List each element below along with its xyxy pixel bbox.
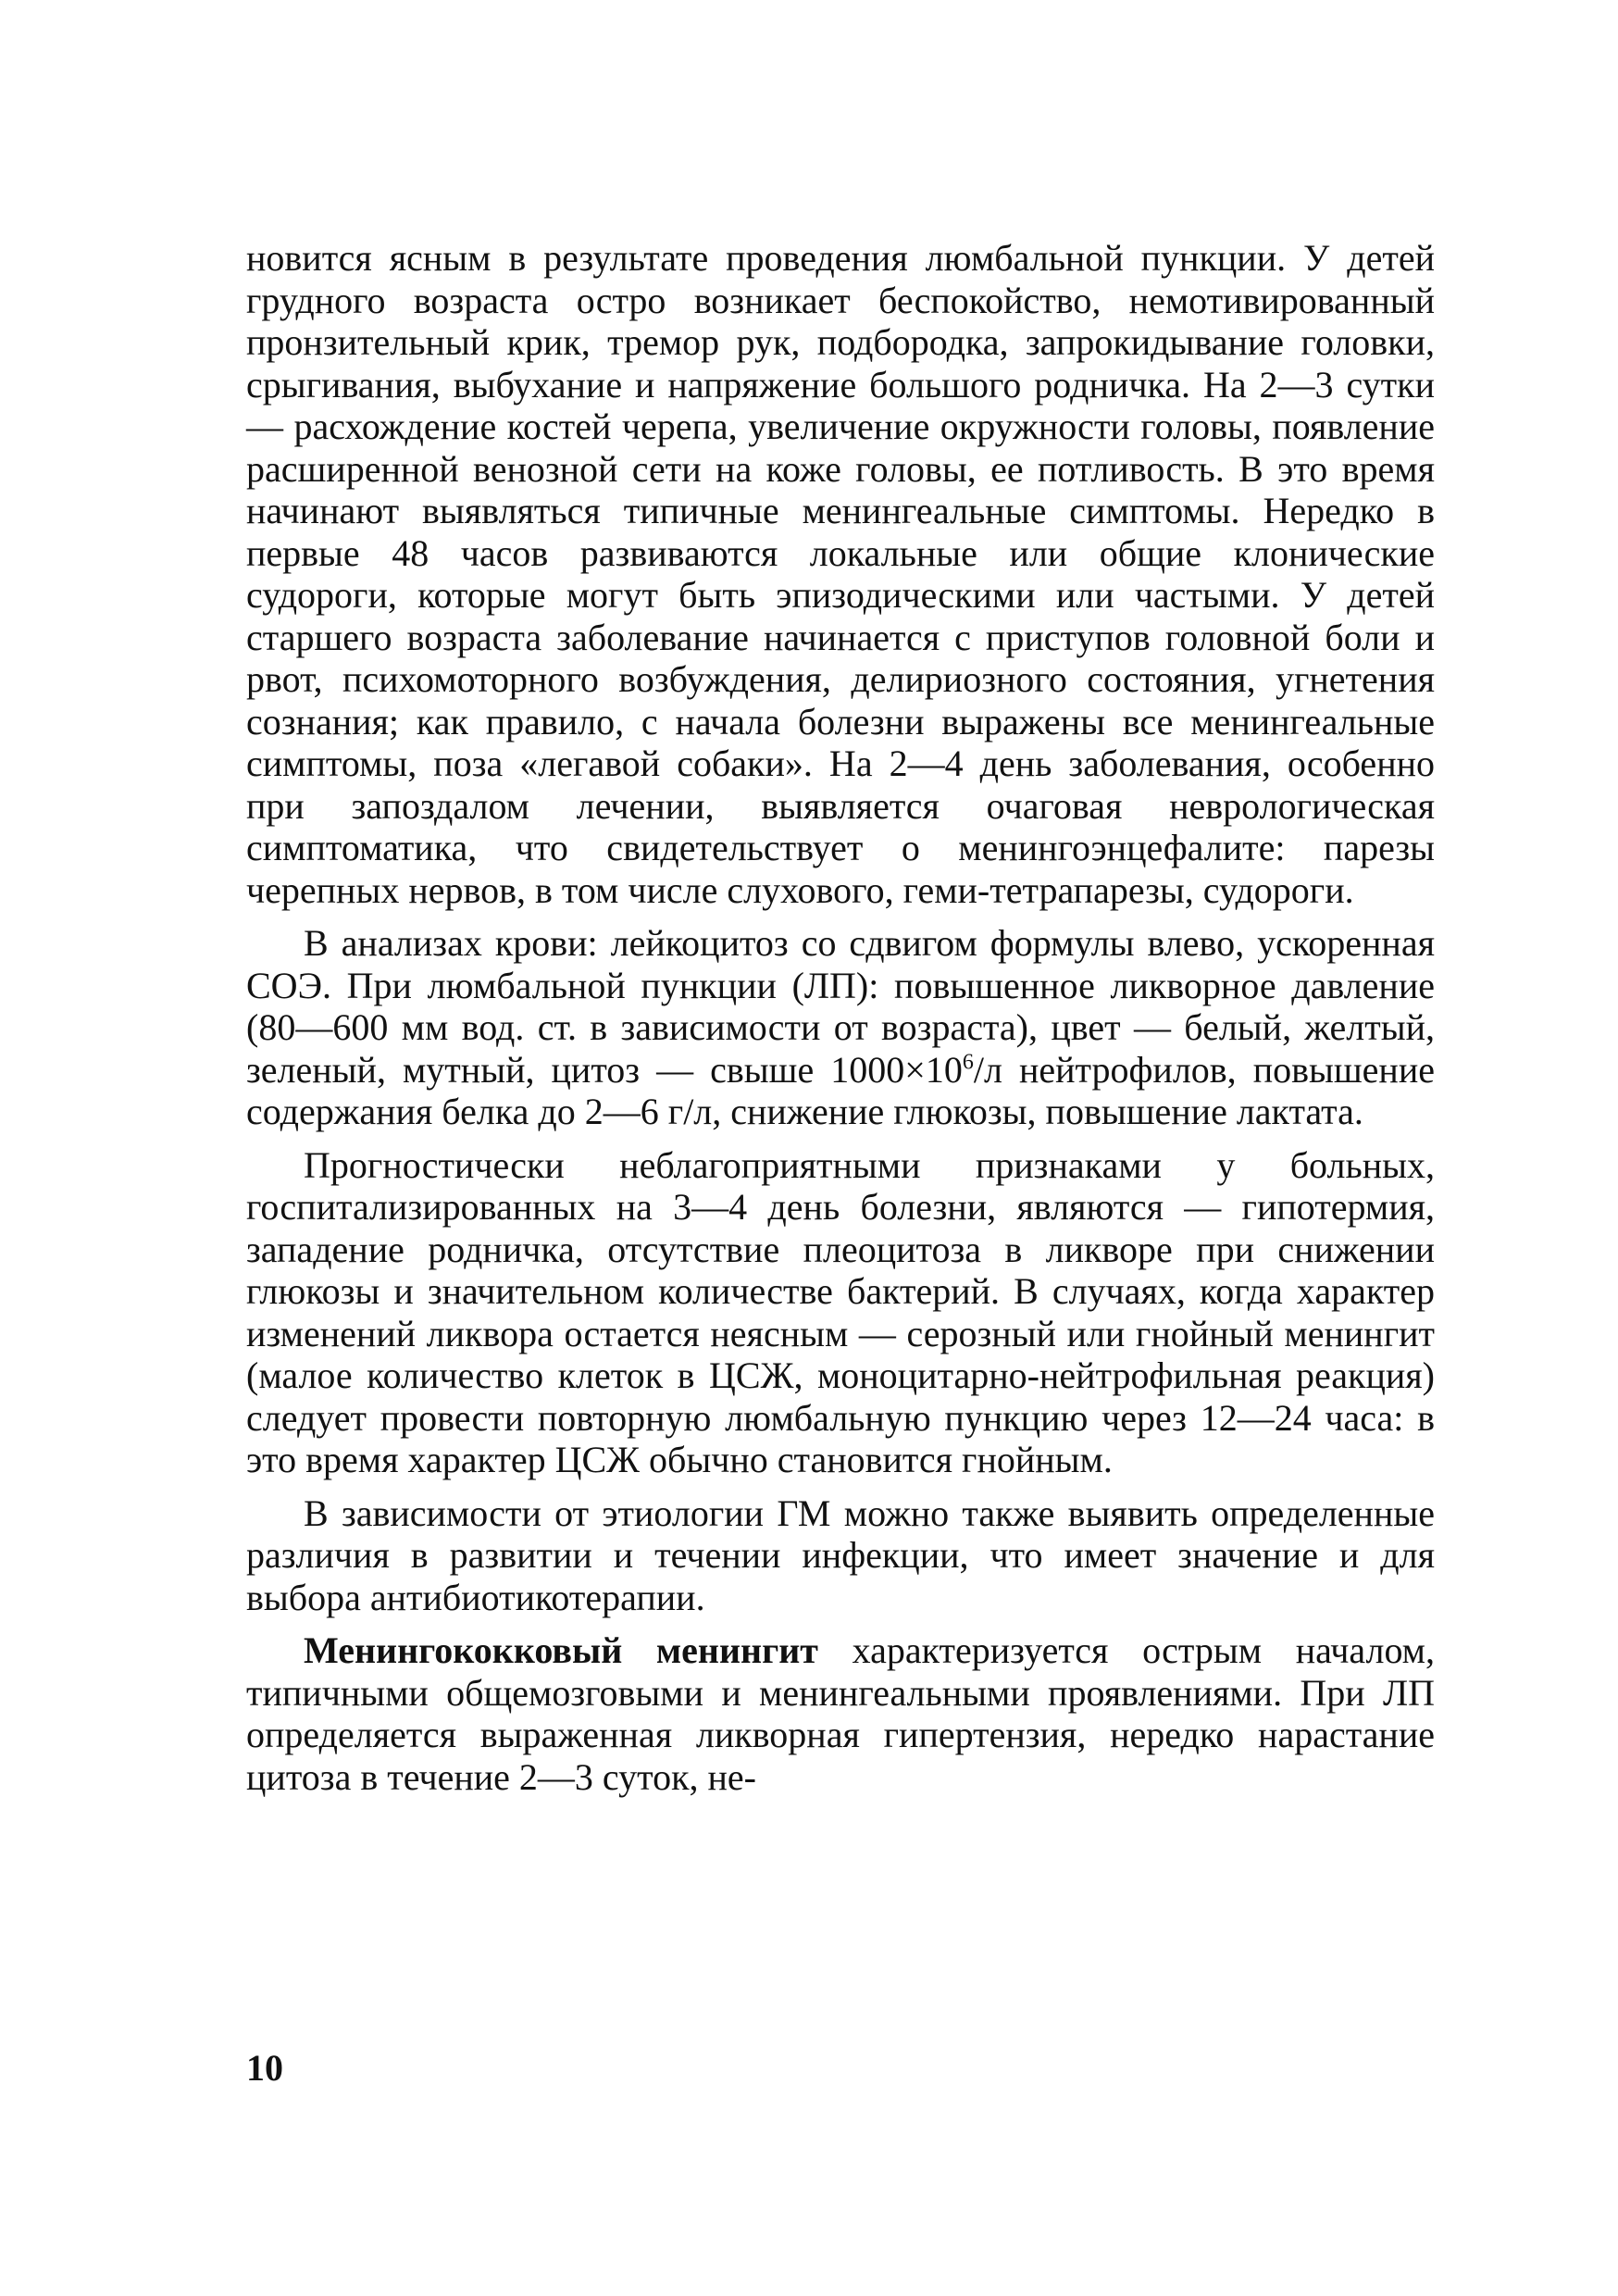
paragraph-blood-analysis <box>246 922 1435 1133</box>
paragraph-text: В зависимости от этиологии ГМ можно также выявить определенные различия в развитии и течении инфекции, что имеет значение и для выбора антибиотикотерапии. <box>246 1491 1435 1618</box>
paragraph-prognosis <box>246 1144 1435 1481</box>
paragraph-text: В анализах крови: лейкоцитоз со сдвигом формулы влево, ускоренная СОЭ. При люмбальной пункции (ЛП): повышенное ликворное давление (80—600 мм вод. ст. в зависимости от возраста), цвет — белый, желтый, зеленый, мутный, цитоз — свыше 1000×10 <box>246 922 1435 1091</box>
superscript-exponent: 6 <box>962 1050 974 1075</box>
paragraph-text: /л нейтрофилов, повышение содержания белка до 2—6 г/л, снижение глюкозы, повышение лактата. <box>246 1048 1435 1132</box>
bold-term: Менингококковый менингит <box>304 1629 818 1671</box>
paragraph-text: Прогностически неблагоприятными признаками у больных, госпитализированных на 3—4 день болезни, являются — гипотермия, западение родничка, отсутствие плеоцитоза в ликворе при снижении глюкозы и значительном количестве бактерий. В случаях, когда характер изменений ликвора остается неясным — серозный или гнойный менингит (малое количество клеток в ЦСЖ, моноцитарно-нейтрофильная реакция) следует провести повторную люмбальную пункцию через 12—24 часа: в это время характер ЦСЖ обычно становится гнойным. <box>246 1143 1435 1480</box>
paragraph-text: характеризуется острым началом, типичными общемозговыми и менингеальными проявлениями. При ЛП определяется выраженная ликворная гипертензия, нередко нарастание цитоза в течение 2—3 суток, не- <box>246 1629 1435 1798</box>
paragraph-meningococcal <box>246 1629 1435 1798</box>
paragraph-text: новится ясным в результате проведения люмбальной пункции. У детей грудного возраста остро возникает беспокойство, немотивированный пронзительный крик, тремор рук, подбородка, запрокидывание головки, срыгивания, выбухание и напряжение большого родничка. На 2—3 сутки — расхождение костей черепа, увеличение окружности головы, появление расширенной венозной сети на коже головы, ее потливость. В это время начинают выявляться типичные менингеальные симптомы. Нередко в первые 48 часов развиваются локальные или общие клонические судороги, которые могут быть эпизодическими или частыми. У детей старшего возраста заболевание начинается с приступов головной боли и рвот, психомоторного возбуждения, делириозного состояния, угнетения сознания; как правило, с начала болезни выражены все менингеальные симптомы, поза «легавой собаки». На 2—4 день заболевания, особенно при запоздалом лечении, выявляется очаговая неврологическая симптоматика, что свидетельствует о менингоэнцефалите: парезы черепных нервов, в том числе слухового, геми-тетрапарезы, судороги. <box>246 237 1435 911</box>
paragraph-symptoms <box>246 237 1435 911</box>
paragraph-etiology <box>246 1492 1435 1619</box>
page-number: 10 <box>246 2047 283 2089</box>
page-body <box>246 237 1435 1809</box>
